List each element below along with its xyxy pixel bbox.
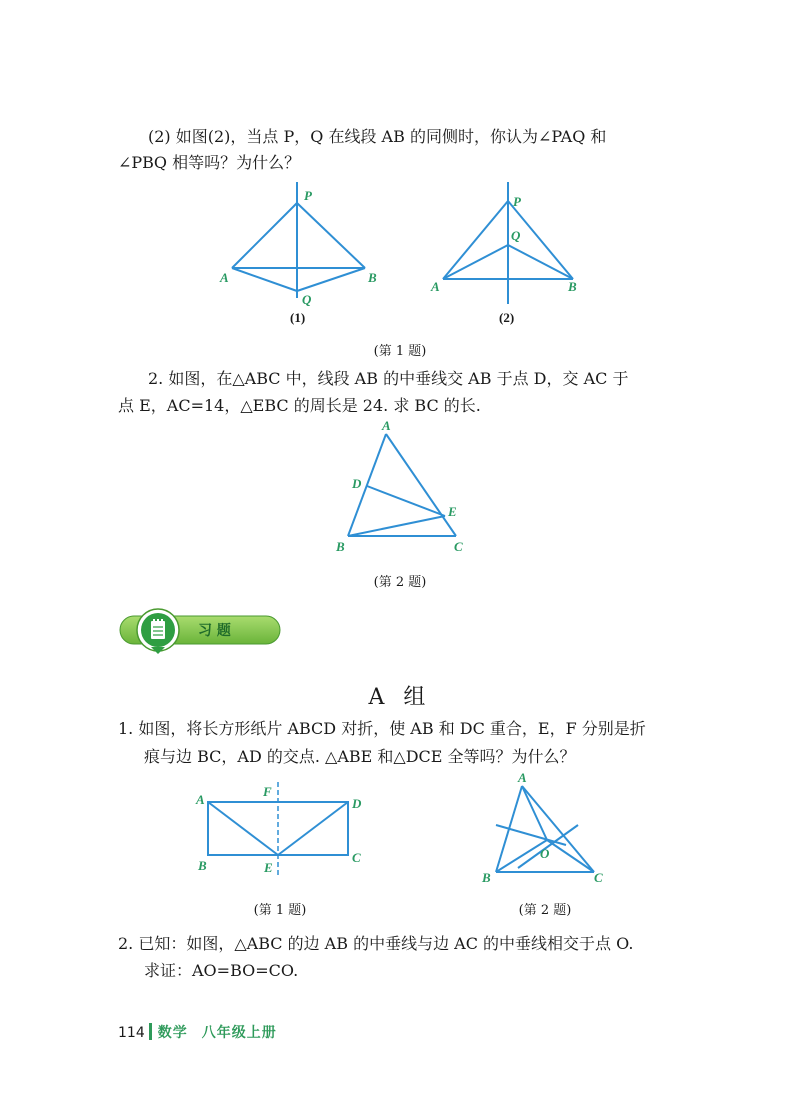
footer-divider — [149, 1023, 152, 1040]
figure-ex2 — [478, 770, 618, 890]
q1-caption: (第 1 题) — [373, 344, 427, 359]
q2-line2: 点 E，AC=14，△EBC 的周长是 24. 求 BC 的长. — [118, 396, 481, 415]
label-c: C — [594, 870, 603, 885]
group-title: A 组 — [368, 685, 432, 710]
label-b: B — [336, 539, 345, 554]
label-e: E — [448, 504, 457, 519]
ex1-line1: 1. 如图，将长方形纸片 ABCD 对折，使 AB 和 DC 重合，E，F 分别是折 — [118, 719, 646, 738]
exercise-banner — [118, 608, 283, 656]
label-q: Q — [302, 292, 312, 307]
figure-q1-2 — [425, 178, 595, 338]
label-a: A — [196, 792, 205, 807]
ex1-caption: (第 1 题) — [253, 903, 307, 918]
ex2-line1: 2. 已知：如图，△ABC 的边 AB 的中垂线与边 AC 的中垂线相交于点 O. — [118, 934, 634, 953]
label-e: E — [264, 860, 273, 875]
label-d: D — [352, 476, 362, 491]
footer-book: 八年级上册 — [201, 1025, 277, 1041]
q1-part2-line2: ∠PBQ 相等吗？为什么？ — [118, 153, 301, 172]
figure-label-1: (1) — [290, 310, 306, 325]
label-c: C — [352, 850, 361, 865]
label-b: B — [198, 858, 207, 873]
label-p: P — [304, 188, 312, 203]
label-b: B — [568, 279, 577, 294]
figure-q1-1 — [210, 178, 390, 338]
q2-line1: 2. 如图，在△ABC 中，线段 AB 的中垂线交 AB 于点 D，交 AC 于 — [148, 369, 629, 388]
q2-caption: (第 2 题) — [373, 575, 427, 590]
figure-ex1 — [188, 778, 378, 880]
footer-subject: 数学 — [157, 1025, 188, 1041]
label-b: B — [482, 870, 491, 885]
label-d: D — [352, 796, 362, 811]
page-footer — [118, 1022, 277, 1042]
notebook-icon — [151, 619, 165, 639]
label-o: O — [540, 846, 550, 861]
ex2-caption: (第 2 题) — [518, 903, 572, 918]
page-number: 114 — [118, 1025, 145, 1041]
label-a: A — [431, 279, 440, 294]
banner-title: 习 题 — [198, 623, 231, 639]
label-f: F — [263, 784, 272, 799]
figure-label-2: (2) — [499, 310, 515, 325]
label-p: P — [513, 194, 521, 209]
q1-part2-line1: (2) 如图(2)，当点 P，Q 在线段 AB 的同侧时，你认为∠PAQ 和 — [148, 127, 607, 146]
label-a: A — [518, 770, 527, 785]
label-a: A — [382, 418, 391, 433]
label-c: C — [454, 539, 463, 554]
ex1-line2: 痕与边 BC，AD 的交点. △ABE 和△DCE 全等吗？为什么？ — [144, 747, 576, 766]
figure-q2 — [328, 418, 478, 560]
label-q: Q — [511, 228, 521, 243]
label-b: B — [368, 270, 377, 285]
ex2-line2: 求证：AO=BO=CO. — [144, 961, 299, 980]
label-a: A — [220, 270, 229, 285]
